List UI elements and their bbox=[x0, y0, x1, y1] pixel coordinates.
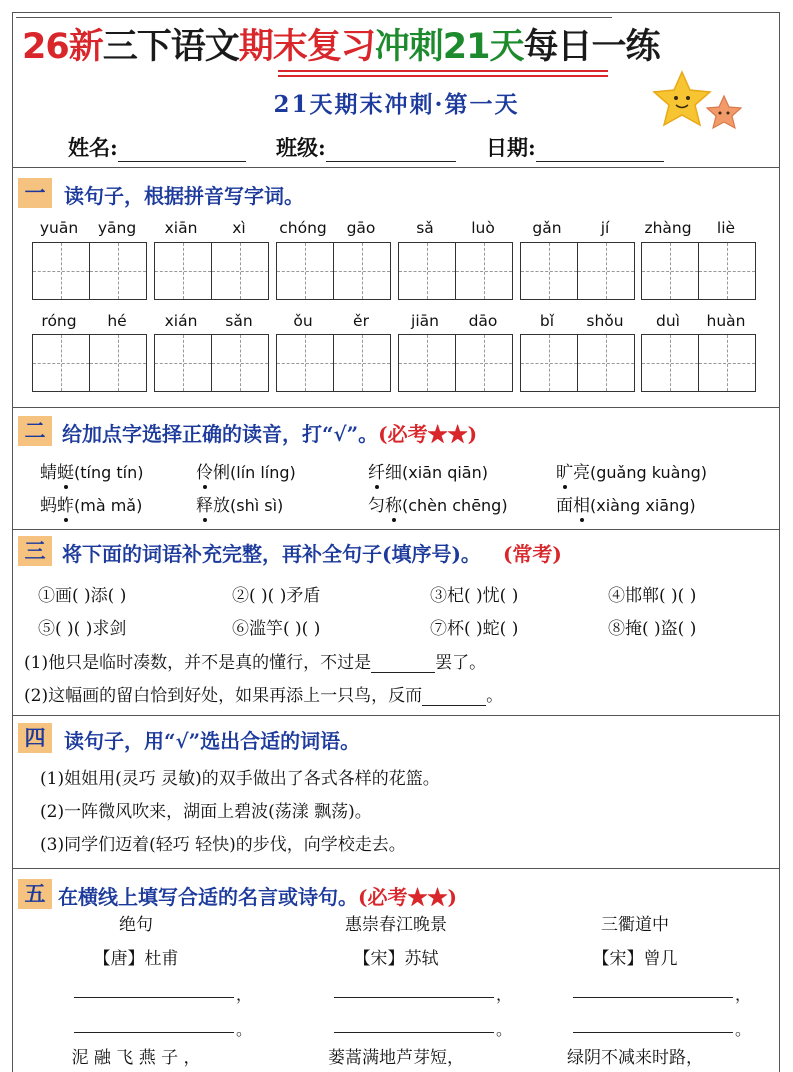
writing-cell[interactable] bbox=[334, 243, 390, 299]
poem-line: 绿阴不减来时路， bbox=[567, 1048, 703, 1068]
answer-blank[interactable] bbox=[334, 997, 494, 998]
pinyin-choices[interactable]: (xiān qiān) bbox=[402, 463, 488, 482]
writing-grid[interactable] bbox=[398, 334, 513, 392]
char: 相 bbox=[573, 496, 590, 516]
char: 俐 bbox=[213, 463, 230, 483]
pinyin-label: ǒu bbox=[293, 312, 313, 330]
writing-grid[interactable] bbox=[520, 242, 635, 300]
char: 面 bbox=[556, 496, 573, 516]
section-title bbox=[58, 881, 457, 910]
idiom-item[interactable]: ①画( )添( ) bbox=[38, 586, 127, 606]
writing-grid[interactable] bbox=[154, 242, 269, 300]
writing-cell[interactable] bbox=[33, 335, 90, 391]
char: 伶 bbox=[196, 463, 213, 483]
punctuation: 。 bbox=[735, 1020, 752, 1039]
name-label: 姓名: bbox=[68, 135, 118, 160]
idiom-item[interactable]: ③杞( )忧( ) bbox=[430, 586, 519, 606]
pinyin-choices[interactable]: (tíng tín) bbox=[74, 463, 144, 482]
pinyin-label: dāo bbox=[468, 312, 498, 330]
writing-cell[interactable] bbox=[399, 335, 456, 391]
pinyin-choices[interactable]: (mà mǎ) bbox=[74, 496, 143, 515]
title-part: 冲刺21天 bbox=[374, 27, 524, 67]
section-title: 读句子，根据拼音写字词。 bbox=[64, 184, 304, 208]
pinyin-label: chóng bbox=[279, 219, 327, 237]
date-blank[interactable] bbox=[536, 161, 664, 162]
choice-sentence: (1)姐姐用(灵巧 灵敏)的双手做出了各式各样的花篮。 bbox=[40, 769, 440, 789]
pronunciation-item bbox=[40, 458, 143, 483]
writing-cell[interactable] bbox=[155, 335, 212, 391]
pinyin-label: gǎn bbox=[532, 219, 562, 237]
pinyin-label: yāng bbox=[97, 219, 137, 237]
section-divider bbox=[12, 715, 780, 716]
pinyin-label: shǒu bbox=[586, 312, 624, 330]
main-title bbox=[22, 22, 659, 72]
pronunciation-item bbox=[40, 491, 142, 516]
pinyin-label: hé bbox=[107, 312, 127, 330]
writing-cell[interactable] bbox=[399, 243, 456, 299]
writing-cell[interactable] bbox=[277, 335, 334, 391]
char: 蚱 bbox=[57, 496, 74, 516]
idiom-item[interactable]: ④邯郸( )( ) bbox=[608, 586, 697, 606]
punctuation: ， bbox=[236, 985, 253, 1004]
pinyin-label: jí bbox=[600, 219, 610, 237]
writing-cell[interactable] bbox=[578, 243, 634, 299]
answer-blank[interactable] bbox=[573, 1032, 733, 1033]
title-part: 26新 bbox=[22, 27, 103, 67]
poem-line: 泥 融 飞 燕 子 ， bbox=[71, 1048, 201, 1068]
sentence-text: 罢了。 bbox=[435, 653, 487, 673]
writing-grid[interactable] bbox=[641, 242, 756, 300]
writing-cell[interactable] bbox=[642, 243, 699, 299]
writing-grid[interactable] bbox=[32, 242, 147, 300]
poem-author: 【宋】曾几 bbox=[592, 949, 678, 969]
pinyin-label: xiān bbox=[164, 219, 198, 237]
answer-blank[interactable] bbox=[573, 997, 733, 998]
class-field[interactable] bbox=[276, 132, 456, 162]
pinyin-label: yuān bbox=[39, 219, 79, 237]
writing-grid[interactable] bbox=[520, 334, 635, 392]
answer-blank[interactable] bbox=[74, 1032, 234, 1033]
writing-cell[interactable] bbox=[642, 335, 699, 391]
poem-author: 【宋】苏轼 bbox=[353, 949, 439, 969]
poem-author: 【唐】杜甫 bbox=[93, 949, 179, 969]
star-icon bbox=[648, 70, 748, 140]
pronunciation-item bbox=[368, 491, 508, 516]
idiom-item[interactable]: ②( )( )矛盾 bbox=[232, 586, 321, 606]
sentence-text: (1)他只是临时凑数，并不是真的懂行，不过是 bbox=[24, 653, 372, 673]
section-title-text: 将下面的词语补充完整，再补全句子(填序号)。 bbox=[62, 542, 481, 566]
writing-cell[interactable] bbox=[456, 335, 512, 391]
writing-cell[interactable] bbox=[521, 335, 578, 391]
section-number: 二 bbox=[18, 416, 52, 446]
section-number: 五 bbox=[18, 879, 52, 909]
char: 释 bbox=[196, 496, 213, 516]
sentence-text: (2)这幅画的留白恰到好处，如果再添上一只鸟，反而 bbox=[24, 686, 423, 706]
char: 匀 bbox=[368, 496, 385, 516]
pinyin-label: jiān bbox=[411, 312, 439, 330]
punctuation: ， bbox=[735, 985, 752, 1004]
title-part: 三下语文 bbox=[102, 27, 239, 67]
char: 放 bbox=[213, 496, 230, 516]
section-divider bbox=[12, 407, 780, 408]
writing-cell[interactable] bbox=[212, 243, 268, 299]
answer-blank[interactable] bbox=[334, 1032, 494, 1033]
punctuation: ， bbox=[496, 985, 513, 1004]
writing-cell[interactable] bbox=[90, 243, 146, 299]
section-divider bbox=[12, 868, 780, 869]
answer-blank[interactable] bbox=[422, 705, 486, 706]
writing-grid[interactable] bbox=[32, 334, 147, 392]
idiom-item[interactable]: ⑧掩( )盗( ) bbox=[608, 619, 697, 639]
class-label: 班级: bbox=[276, 135, 326, 160]
frequent-tag: (常考) bbox=[502, 542, 562, 566]
fill-sentence bbox=[24, 681, 503, 706]
char: 蜓 bbox=[57, 463, 74, 483]
pinyin-label: huàn bbox=[706, 312, 746, 330]
char: 旷 bbox=[556, 463, 573, 483]
title-underline bbox=[278, 75, 608, 77]
section-divider bbox=[12, 529, 780, 530]
writing-grid[interactable] bbox=[276, 334, 391, 392]
must-test-tag: (必考★★) bbox=[358, 885, 457, 909]
char: 纤 bbox=[368, 463, 385, 483]
title-part: 每日一练 bbox=[523, 27, 660, 67]
pinyin-choices[interactable]: (guǎng kuàng) bbox=[590, 463, 707, 482]
char: 亮 bbox=[573, 463, 590, 483]
writing-cell[interactable] bbox=[277, 243, 334, 299]
name-field[interactable] bbox=[68, 132, 246, 162]
pinyin-label: ěr bbox=[353, 312, 369, 330]
pronunciation-item bbox=[196, 491, 283, 516]
pinyin-label: bǐ bbox=[539, 312, 555, 330]
writing-cell[interactable] bbox=[155, 243, 212, 299]
poem-title: 惠崇春江晚景 bbox=[345, 915, 447, 935]
top-divider bbox=[16, 17, 612, 18]
writing-cell[interactable] bbox=[334, 335, 390, 391]
writing-cell[interactable] bbox=[33, 243, 90, 299]
char: 蜻 bbox=[40, 463, 57, 483]
title-underline bbox=[278, 70, 608, 72]
pinyin-label: xì bbox=[232, 219, 246, 237]
section-number: 三 bbox=[18, 536, 52, 566]
pronunciation-item bbox=[196, 458, 296, 483]
pinyin-choices[interactable]: (lín líng) bbox=[230, 463, 296, 482]
section-title bbox=[62, 538, 562, 567]
title-part: 期末复习 bbox=[238, 27, 375, 67]
pinyin-choices[interactable]: (xiàng xiāng) bbox=[590, 496, 696, 515]
date-field[interactable] bbox=[486, 132, 664, 162]
writing-cell[interactable] bbox=[456, 243, 512, 299]
char: 蚂 bbox=[40, 496, 57, 516]
writing-cell[interactable] bbox=[578, 335, 634, 391]
must-test-tag: (必考★★) bbox=[378, 422, 478, 446]
pinyin-label: zhàng bbox=[644, 219, 692, 237]
pinyin-choices[interactable]: (chèn chēng) bbox=[402, 496, 508, 515]
punctuation: 。 bbox=[236, 1020, 253, 1039]
answer-blank[interactable] bbox=[74, 997, 234, 998]
punctuation: 。 bbox=[496, 1020, 513, 1039]
pinyin-label: róng bbox=[41, 312, 77, 330]
name-blank[interactable] bbox=[118, 161, 246, 162]
pinyin-label: liè bbox=[716, 219, 736, 237]
class-blank[interactable] bbox=[326, 161, 456, 162]
section-divider bbox=[12, 167, 780, 168]
writing-grid[interactable] bbox=[641, 334, 756, 392]
idiom-item[interactable]: ⑤( )( )求剑 bbox=[38, 619, 127, 639]
date-label: 日期: bbox=[486, 135, 536, 160]
writing-cell[interactable] bbox=[212, 335, 268, 391]
sentence-text: 。 bbox=[486, 686, 504, 706]
pinyin-label: xián bbox=[164, 312, 198, 330]
pronunciation-item bbox=[556, 491, 696, 516]
poem-line: 蒌蒿满地芦芽短， bbox=[328, 1048, 464, 1068]
pinyin-label: duì bbox=[656, 312, 680, 330]
choice-sentence: (2)一阵微风吹来，湖面上碧波(荡漾 飘荡)。 bbox=[40, 802, 372, 822]
pinyin-label: sǎn bbox=[225, 312, 253, 330]
poem-title: 绝句 bbox=[119, 915, 153, 935]
writing-grid[interactable] bbox=[276, 242, 391, 300]
section-title-text: 在横线上填写合适的名言或诗句。 bbox=[58, 885, 358, 909]
char: 细 bbox=[385, 463, 402, 483]
writing-cell[interactable] bbox=[521, 243, 578, 299]
writing-grid[interactable] bbox=[398, 242, 513, 300]
writing-cell[interactable] bbox=[699, 335, 755, 391]
pinyin-label: luò bbox=[471, 219, 495, 237]
idiom-item[interactable]: ⑥滥竽( )( ) bbox=[232, 619, 321, 639]
poem-title: 三衢道中 bbox=[601, 915, 669, 935]
writing-cell[interactable] bbox=[699, 243, 755, 299]
pinyin-choices[interactable]: (shì sì) bbox=[230, 496, 284, 515]
section-title bbox=[62, 418, 477, 447]
writing-grid[interactable] bbox=[154, 334, 269, 392]
pinyin-label: sǎ bbox=[416, 219, 434, 237]
choice-sentence: (3)同学们迈着(轻巧 轻快)的步伐，向学校走去。 bbox=[40, 835, 406, 855]
section-number: 四 bbox=[18, 723, 52, 753]
char: 称 bbox=[385, 496, 402, 516]
writing-cell[interactable] bbox=[90, 335, 146, 391]
page-subtitle: 21天期末冲刺·第一天 bbox=[273, 91, 520, 118]
section-title: 读句子，用“√”选出合适的词语。 bbox=[64, 729, 361, 753]
answer-blank[interactable] bbox=[371, 672, 435, 673]
idiom-item[interactable]: ⑦杯( )蛇( ) bbox=[430, 619, 519, 639]
pinyin-label: gāo bbox=[346, 219, 376, 237]
pronunciation-item bbox=[368, 458, 488, 483]
pronunciation-item bbox=[556, 458, 707, 483]
section-title-text: 给加点字选择正确的读音，打“√”。 bbox=[62, 422, 379, 446]
fill-sentence bbox=[24, 648, 486, 673]
section-number: 一 bbox=[18, 178, 52, 208]
